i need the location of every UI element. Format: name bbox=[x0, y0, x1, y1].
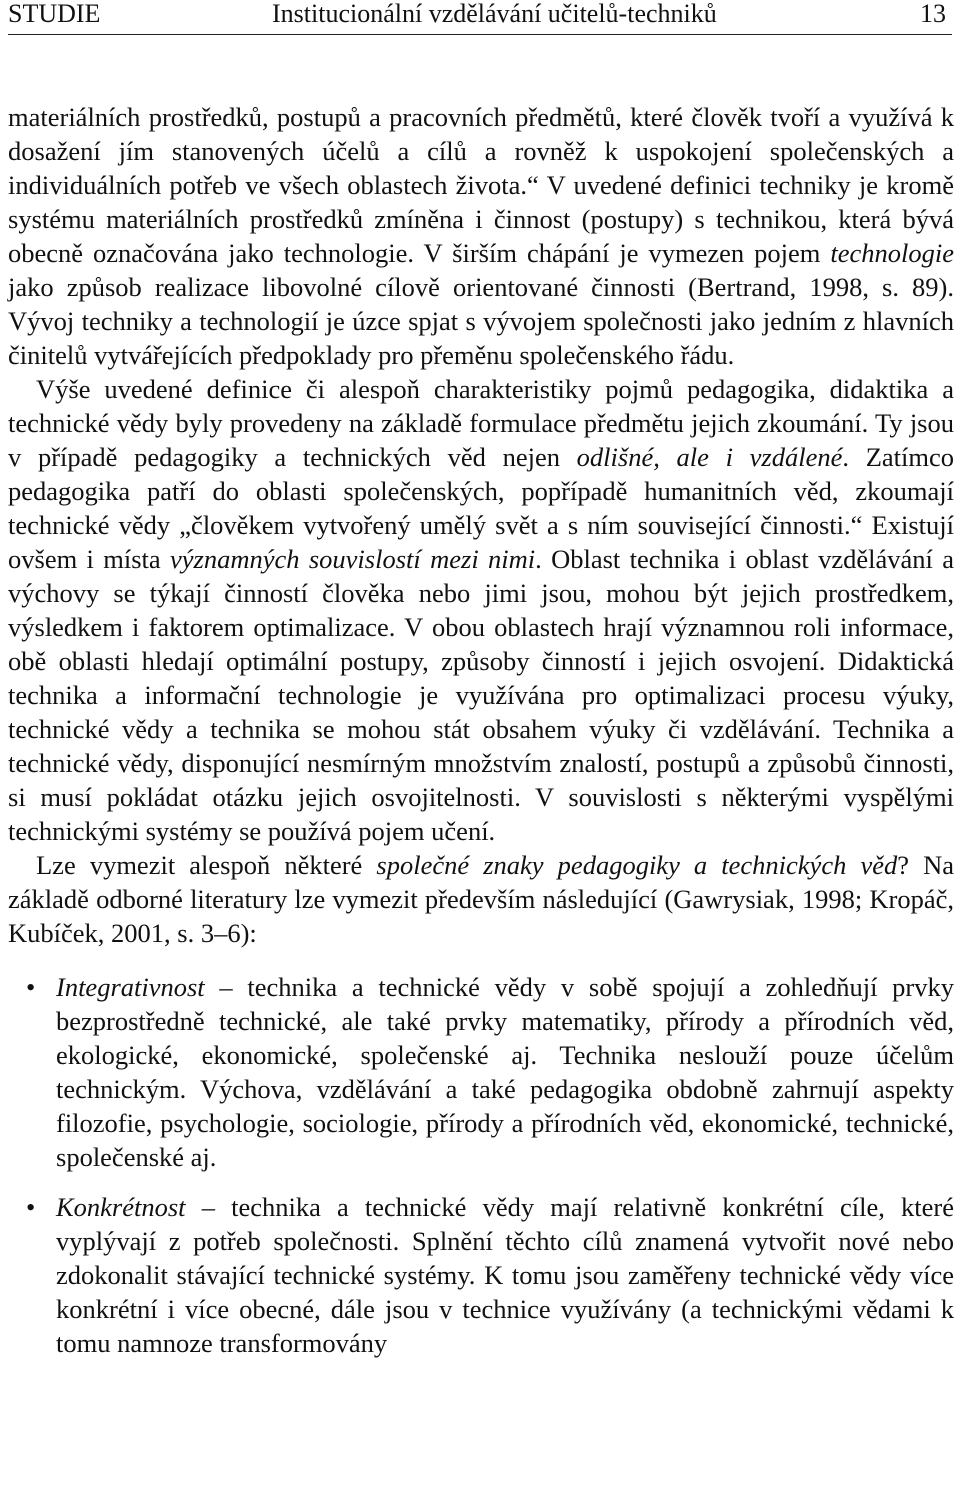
body-text bbox=[8, 100, 954, 1376]
bullet-icon: • bbox=[26, 1192, 36, 1222]
p2-text-a: Výše uvedené definice či alespoň charakteristiky pojmů pedagogika, didaktika a technické vědy byly provedeny na základě formulace předmětu jejich zkoumání. Ty jsou v případě pedagogiky a technických věd nejen bbox=[8, 374, 954, 472]
paragraph-3 bbox=[8, 848, 954, 950]
p2-italic-phrase-2: významných souvislostí mezi nimi bbox=[170, 544, 536, 574]
p3-text-c: ? Na základě odborné literatury lze vymezit především následující (Gawrysiak, 1998; Kropáč, Kubíček, 2001, s. 3–6): bbox=[8, 850, 954, 948]
bullet-list bbox=[8, 970, 954, 1360]
p3-italic-phrase: společné znaky pedagogiky a technických věd bbox=[376, 850, 898, 880]
list-item bbox=[8, 970, 954, 1174]
list-item-text: – technika a technické vědy mají relativně konkrétní cíle, které vyplývají z potřeb společnosti. Splnění těchto cílů znamená vytvořit nové nebo zdokonalit stávající technické systémy. K tomu jsou zaměřeny technické vědy více konkrétní i více obecné, dále jsou v technice využívány (a technickými vědami k tomu namnoze transformovány bbox=[56, 1192, 954, 1358]
p1-text-c: jako způsob realizace libovolné cílově orientované činnosti (Bertrand, 1998, s. 89). Vývoj techniky a technologií je úzce spjat s vývojem společnosti jako jedním z hlavních činitelů vytvářejících předpoklady pro přeměnu společenského řádu. bbox=[8, 272, 954, 370]
list-item bbox=[8, 1190, 954, 1360]
list-item-text: – technika a technické vědy v sobě spojují a zohledňují prvky bezprostředně technické, ale také prvky matematiky, přírody a přírodních věd, ekologické, ekonomické, společenské aj. Technika neslouží pouze účelům technickým. Výchova, vzdělávání a také pedagogika obdobně zahrnují aspekty filozofie, psychologie, sociologie, přírody a přírodních věd, ekonomické, technické, společenské aj. bbox=[56, 972, 954, 1172]
p2-text-c: . Zatímco pedagogika patří do oblasti společenských, popřípadě humanitních věd, zkoumají technické vědy „člověkem vytvořený umělý svět a s ním související činnosti.“ Existují ovšem i místa bbox=[8, 442, 954, 574]
list-item-term: Konkrétnost bbox=[56, 1192, 186, 1222]
list-item-term: Integrativnost bbox=[56, 972, 205, 1002]
running-header bbox=[8, 0, 952, 35]
header-section-label: STUDIE bbox=[8, 0, 101, 28]
bullet-icon: • bbox=[26, 972, 36, 1002]
page-number: 13 bbox=[920, 0, 946, 28]
paragraph-1 bbox=[8, 100, 954, 372]
header-title: Institucionální vzdělávání učitelů-techniků bbox=[272, 0, 717, 28]
p3-text-a: Lze vymezit alespoň některé bbox=[36, 850, 377, 880]
paragraph-2 bbox=[8, 372, 954, 848]
p1-text-a: materiálních prostředků, postupů a pracovních předmětů, které člověk tvoří a využívá k dosažení jím stanovených účelů a cílů a rovněž k uspokojení společenských a individuálních potřeb ve všech oblastech života.“ V uvedené definici techniky je kromě systému materiálních prostředků zmíněna i činnost (postupy) s technikou, která bývá obecně označována jako technologie. V širším chápání je vymezen pojem bbox=[8, 102, 954, 268]
p2-italic-phrase-1: odlišné, ale i vzdálené bbox=[576, 442, 843, 472]
p2-text-e: . Oblast technika i oblast vzdělávání a výchovy se týkají činností člověka nebo jimi jsou, mohou být jejich prostředkem, výsledkem i faktorem optimalizace. V obou oblastech hrají významnou roli informace, obě oblasti hledají optimální postupy, způsoby činností i jejich osvojení. Didaktická technika a informační technologie je využívána pro optimalizaci procesu výuky, technické vědy a technika se mohou stát obsahem výuky či vzdělávání. Technika a technické vědy, disponující nesmírným množstvím znalostí, postupů a způsobů činnosti, si musí pokládat otázku jejich osvojitelnosti. V souvislosti s některými vyspělými technickými systémy se používá pojem učení. bbox=[8, 544, 954, 846]
p1-italic-term: technologie bbox=[830, 238, 954, 268]
